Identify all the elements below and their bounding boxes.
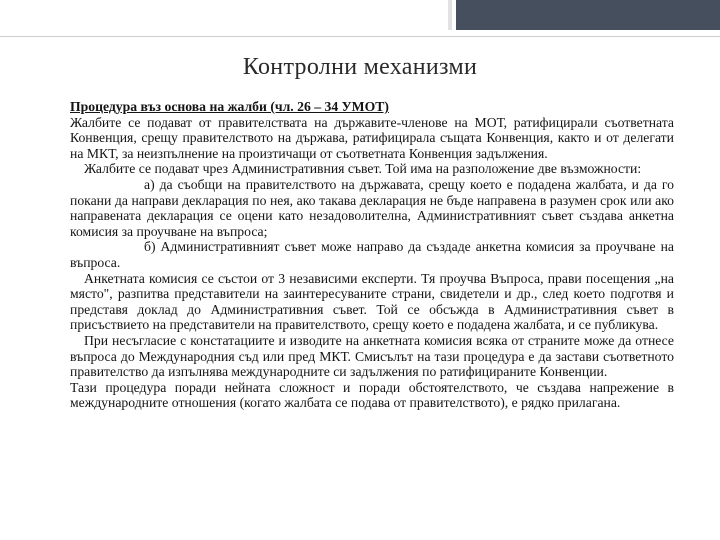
slide-title: Контролни механизми [242, 54, 478, 80]
paragraph-option-a: а) да съобщи на правителството на държавата, срещу което е подадена жалбата, и да го покани да направи декларация по нея, ако такава декларация не бъде направена в разумен срок или ако направената декларация се оцени като незадоволителна, Административният съвет създава анкетна комисия за проучване на въпроса; [70, 176, 674, 239]
paragraph-2: Жалбите се подават чрез Административния съвет. Той има на разположение две възможности: [84, 161, 642, 177]
paragraph-4: При несъгласие с констатациите и изводите на анкетната комисия всяка от страните може да отнесе въпроса до Международния съд или пред МКТ. Смисълът на тази процедура е да застави съответното правителство да изпълнява международните си задължения по ратифицираните Конвенции. [70, 332, 674, 380]
accent-strip [448, 0, 452, 30]
header-divider [0, 36, 720, 37]
paragraph-5: Тази процедура поради нейната сложност и поради обстоятелството, че създава напрежение в международните отношения (когато жалбата се подава от правителството), е рядко прилагана. [70, 379, 674, 411]
paragraph-option-b: б) Административният съвет може направо да създаде анкетна комисия за проучване на въпроса. [70, 239, 674, 270]
paragraph-3: Анкетната комисия се състои от 3 независими експерти. Тя проучва Въпроса, прави посещения „на място", разпитва представители на заинтересуваните страни, свидетели и др., след което подготвя и представя доклад до Административния съвет. Той се обсъжда в Административния съвет в присъствието на представители на правителството, срещу което е подадена жалбата, и се публикува. [70, 270, 674, 333]
slide-body [70, 99, 674, 411]
section-heading: Процедура въз основа на жалби (чл. 26 – 34 УМОТ) [70, 99, 389, 114]
header-decorative-bar [456, 0, 720, 30]
paragraph-1: Жалбите се подават от правителствата на държавите-членове на МОТ, ратифицирали съответната Конвенция, срещу правителството на държава, ратифицирала същата Конвенция, както и от делегати на МКТ, за неизпълнение на произтичащи от съответната Конвенция задължения. [70, 114, 674, 161]
